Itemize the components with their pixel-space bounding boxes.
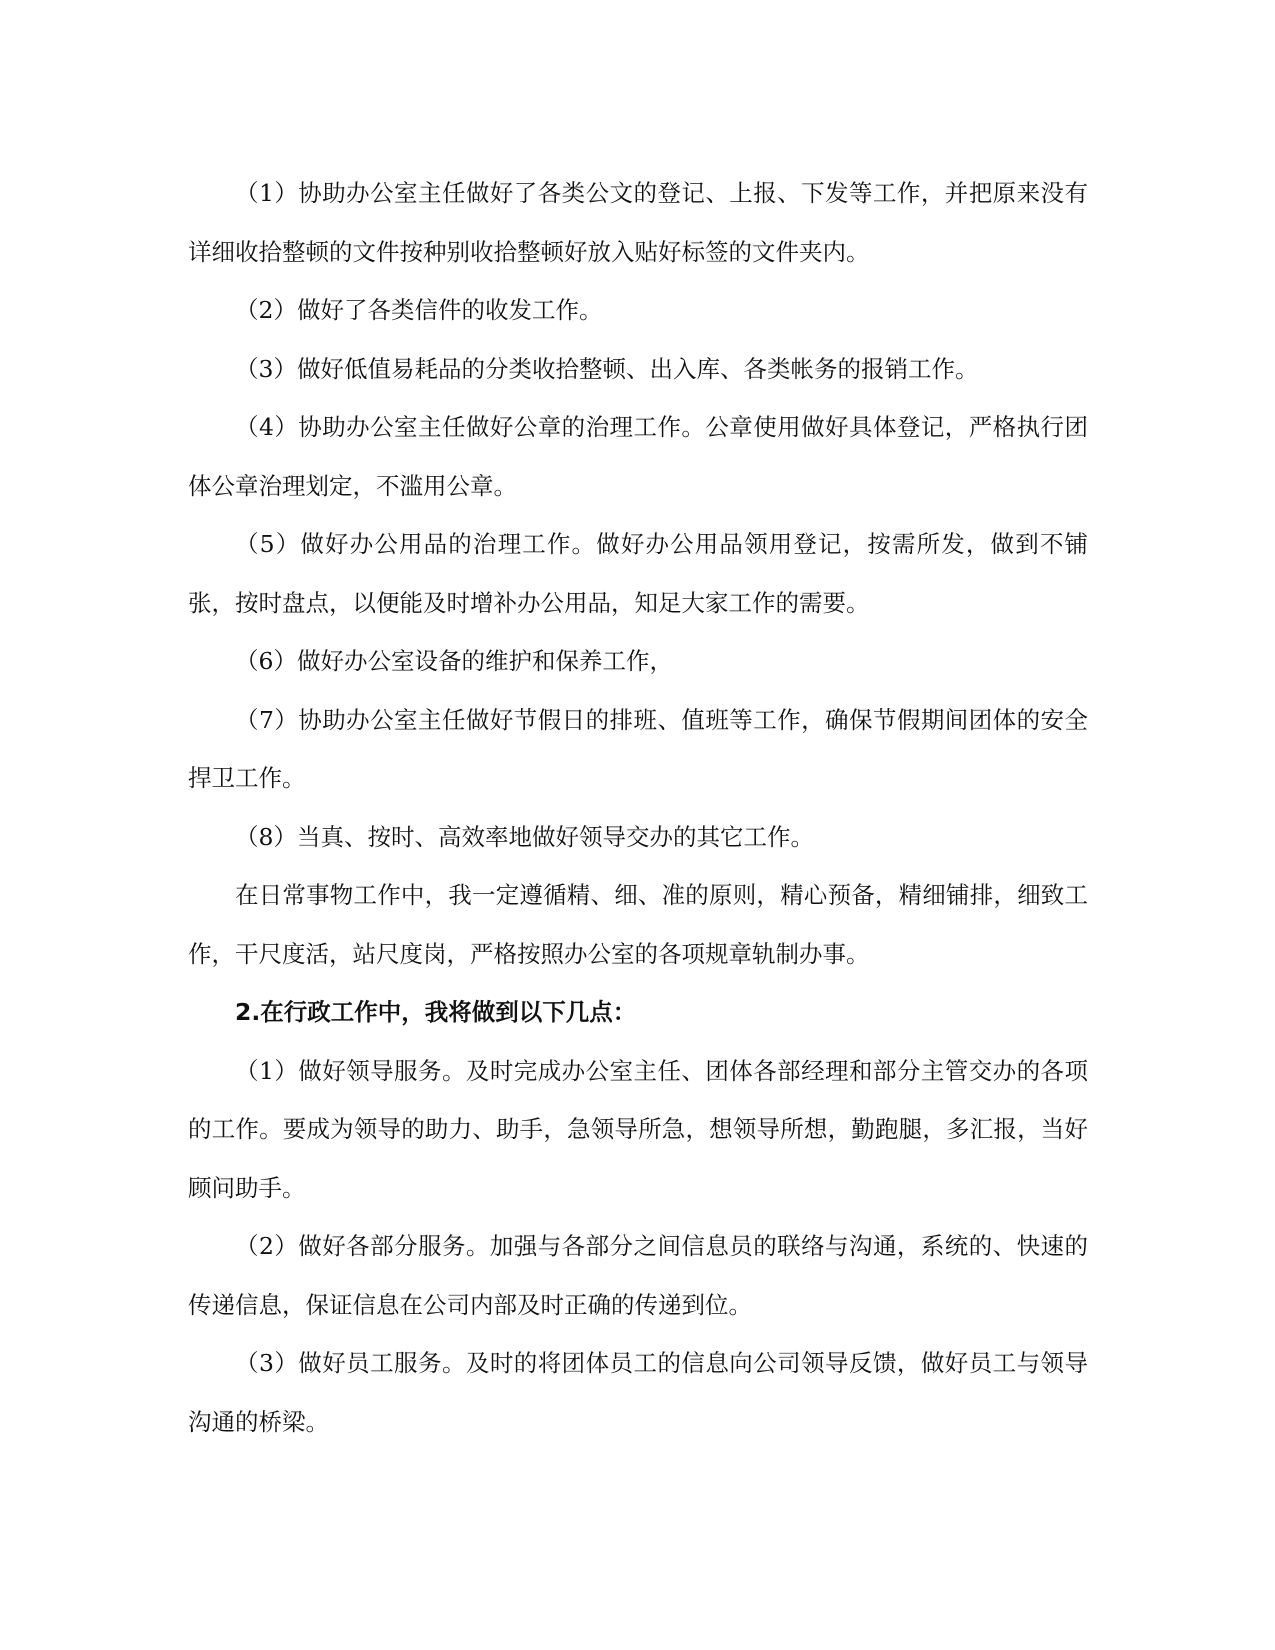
paragraph: （7）协助办公室主任做好节假日的排班、值班等工作，确保节假期间团体的安全捍卫工作。 — [188, 705, 1088, 792]
paragraph: （8）当真、按时、高效率地做好领导交办的其它工作。 — [235, 822, 814, 851]
paragraph: （3）做好员工服务。及时的将团体员工的信息向公司领导反馈，做好员工与领导沟通的桥梁。 — [188, 1349, 1088, 1436]
document-body — [188, 164, 1088, 1451]
paragraph: （3）做好低值易耗品的分类收拾整顿、出入库、各类帐务的报销工作。 — [235, 354, 979, 383]
paragraph: （6）做好办公室设备的维护和保养工作， — [235, 647, 673, 675]
section-heading: 2.在行政工作中，我将做到以下几点： — [235, 998, 637, 1026]
paragraph: （1）协助办公室主任做好了各类公文的登记、上报、下发等工作，并把原来没有详细收拾整顿的文件按种别收拾整顿好放入贴好标签的文件夹内。 — [188, 179, 1088, 266]
paragraph: （2）做好了各类信件的收发工作。 — [235, 296, 603, 324]
paragraph: 在日常事物工作中，我一定遵循精、细、准的原则，精心预备，精细铺排，细致工作，干尺度活，站尺度岗，严格按照办公室的各项规章轨制办事。 — [188, 881, 1088, 968]
paragraph: （2）做好各部分服务。加强与各部分之间信息员的联络与沟通，系统的、快速的传递信息，保证信息在公司内部及时正确的传递到位。 — [188, 1232, 1088, 1319]
paragraph: （5）做好办公用品的治理工作。做好办公用品领用登记，按需所发，做到不铺张，按时盘点，以便能及时增补办公用品，知足大家工作的需要。 — [188, 530, 1088, 617]
paragraph: （4）协助办公室主任做好公章的治理工作。公章使用做好具体登记，严格执行团体公章治理划定，不滥用公章。 — [188, 413, 1088, 500]
paragraph: （1）做好领导服务。及时完成办公室主任、团体各部经理和部分主管交办的各项的工作。要成为领导的助力、助手，急领导所急，想领导所想，勤跑腿，多汇报，当好顾问助手。 — [188, 1056, 1088, 1202]
